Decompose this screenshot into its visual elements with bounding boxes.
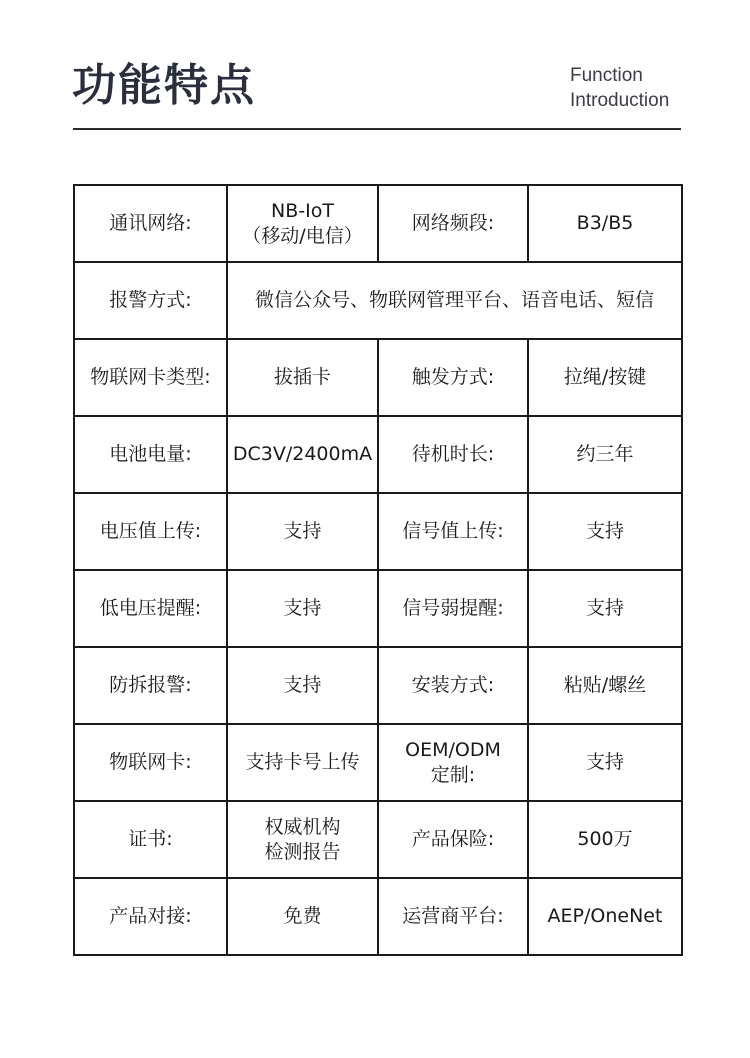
spec-value: 支持 — [528, 724, 682, 801]
page-title: 功能特点 — [72, 60, 256, 111]
spec-label: OEM/ODM 定制: — [378, 724, 528, 801]
spec-label: 信号弱提醒: — [378, 570, 528, 647]
table-row — [74, 493, 682, 570]
table-row — [74, 801, 682, 878]
title-divider — [73, 128, 681, 130]
table-row — [74, 724, 682, 801]
spec-label: 产品对接: — [74, 878, 227, 955]
spec-label: 通讯网络: — [74, 185, 227, 262]
spec-label: 产品保险: — [378, 801, 528, 878]
spec-value: DC3V/2400mA — [227, 416, 378, 493]
spec-value: B3/B5 — [528, 185, 682, 262]
spec-value: 约三年 — [528, 416, 682, 493]
spec-value: 支持 — [528, 493, 682, 570]
spec-value: AEP/OneNet — [528, 878, 682, 955]
spec-label: 网络频段: — [378, 185, 528, 262]
spec-value: 微信公众号、物联网管理平台、语音电话、短信 — [227, 262, 682, 339]
spec-value: 支持 — [227, 493, 378, 570]
spec-label: 证书: — [74, 801, 227, 878]
table-row — [74, 185, 682, 262]
spec-value: 支持 — [227, 570, 378, 647]
spec-label: 物联网卡: — [74, 724, 227, 801]
table-row — [74, 339, 682, 416]
spec-label: 信号值上传: — [378, 493, 528, 570]
spec-label: 电压值上传: — [74, 493, 227, 570]
table-row — [74, 647, 682, 724]
spec-value: 支持卡号上传 — [227, 724, 378, 801]
table-row — [74, 570, 682, 647]
spec-label: 电池电量: — [74, 416, 227, 493]
spec-label: 触发方式: — [378, 339, 528, 416]
spec-label: 运营商平台: — [378, 878, 528, 955]
spec-value: 拉绳/按键 — [528, 339, 682, 416]
subtitle-line-2: Introduction — [570, 90, 670, 111]
spec-value: 支持 — [528, 570, 682, 647]
spec-label: 防拆报警: — [74, 647, 227, 724]
spec-label: 安装方式: — [378, 647, 528, 724]
spec-value: 500万 — [528, 801, 682, 878]
spec-value: 支持 — [227, 647, 378, 724]
spec-value: 拔插卡 — [227, 339, 378, 416]
spec-table — [73, 184, 683, 956]
spec-label: 低电压提醒: — [74, 570, 227, 647]
spec-value: 免费 — [227, 878, 378, 955]
spec-label: 物联网卡类型: — [74, 339, 227, 416]
subtitle-line-1: Function — [570, 65, 643, 86]
table-row — [74, 416, 682, 493]
spec-value: 粘贴/螺丝 — [528, 647, 682, 724]
table-row — [74, 262, 682, 339]
page-subtitle — [570, 63, 669, 113]
table-row — [74, 878, 682, 955]
spec-value: NB-IoT （移动/电信） — [227, 185, 378, 262]
spec-label: 报警方式: — [74, 262, 227, 339]
spec-value: 权威机构 检测报告 — [227, 801, 378, 878]
spec-label: 待机时长: — [378, 416, 528, 493]
